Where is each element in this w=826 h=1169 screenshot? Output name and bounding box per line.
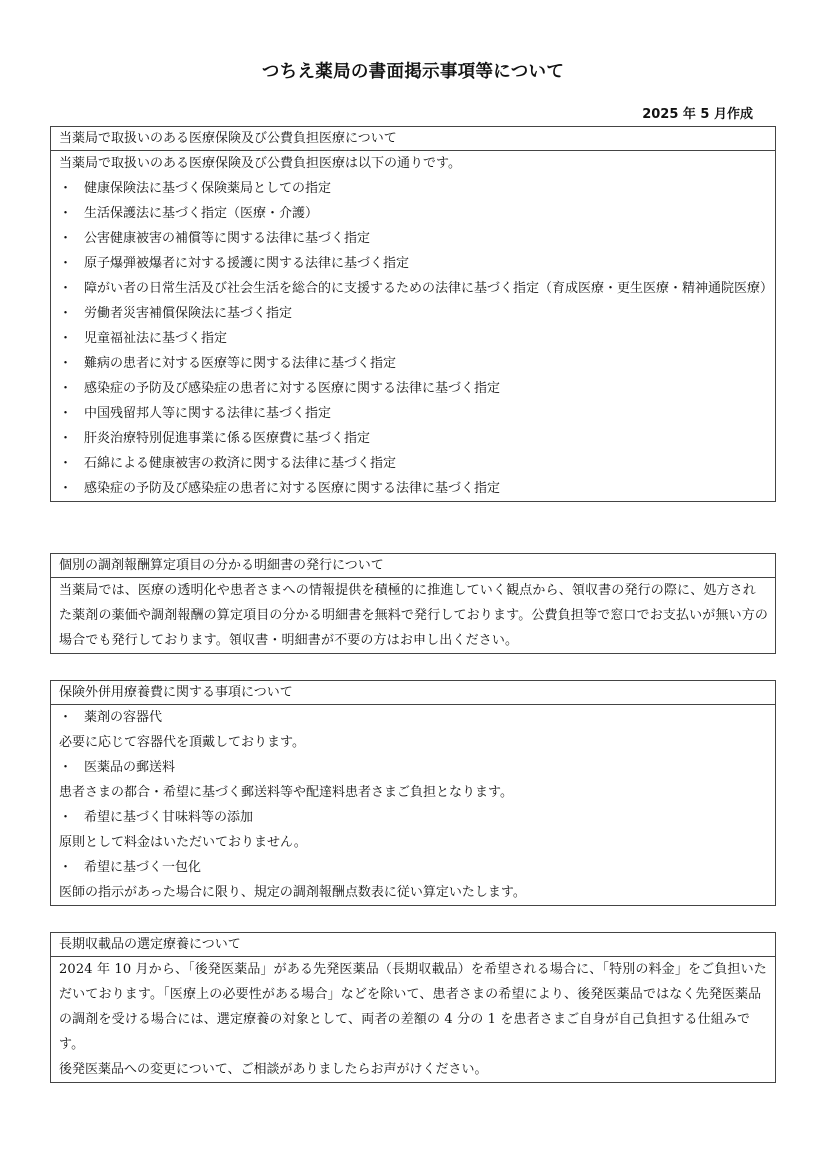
list-item-text: 生活保護法に基づく指定（医療・介護） (84, 206, 319, 221)
fee-item-description: 医師の指示があった場合に限り、規定の調剤報酬点数表に従い算定いたします。 (59, 885, 526, 900)
bullet-dot: ・ (59, 406, 73, 421)
list-item (59, 301, 769, 326)
bullet-dot: ・ (59, 256, 73, 271)
bullet-dot: ・ (59, 860, 73, 875)
list-item-text: 公害健康被害の補償等に関する法律に基づく指定 (84, 231, 371, 246)
list-item (59, 276, 774, 301)
bullet-dot: ・ (59, 306, 73, 321)
list-item-text: 希望に基づく甘味料等の添加 (84, 810, 254, 825)
document-date: 2025 年 5 月作成 (642, 107, 753, 122)
list-item-text: 中国残留邦人等に関する法律に基づく指定 (84, 406, 332, 421)
section-heading: 保険外併用療養費に関する事項について (51, 681, 775, 705)
list-item-text: 希望に基づく一包化 (84, 860, 202, 875)
section-body (51, 151, 775, 501)
list-item (59, 401, 769, 426)
section-extra-costs (50, 680, 776, 906)
section-insurance-coverage (50, 126, 776, 502)
bullet-dot: ・ (59, 810, 73, 825)
bullet-dot: ・ (59, 331, 73, 346)
section-body (51, 957, 775, 1082)
section-itemized-receipt (50, 553, 776, 654)
bullet-dot: ・ (59, 760, 73, 775)
list-item-text: 難病の患者に対する医療等に関する法律に基づく指定 (84, 356, 397, 371)
section-paragraph: 2024 年 10 月から、「後発医薬品」がある先発医薬品（長期収載品）を希望される場合に、「特別の料金」をご負担いただいております。「医療上の必要性がある場合」などを除いて、患者さまの希望により、後発医薬品ではなく先発医薬品の調剤を受ける場合には、選定療養の対象として、両者の差額の 4 分の 1 を患者さまご自身が自己負担する仕組みです。 (59, 962, 767, 1052)
fee-item-label (59, 705, 769, 730)
list-item-text: 障がい者の日常生活及び社会生活を総合的に支援するための法律に基づく指定（育成医療・更生医療・精神通院医療） (84, 281, 774, 296)
fee-item-label (59, 855, 769, 880)
fee-item-label (59, 755, 769, 780)
list-item (59, 476, 769, 501)
section-heading: 当薬局で取扱いのある医療保険及び公費負担医療について (51, 127, 775, 151)
list-item-text: 児童福祉法に基づく指定 (84, 331, 228, 346)
bullet-dot: ・ (59, 431, 73, 446)
list-item (59, 426, 769, 451)
page-title: つちえ薬局の書面掲示事項等について (261, 62, 565, 82)
bullet-dot: ・ (59, 456, 73, 471)
bullet-dot: ・ (59, 381, 73, 396)
coverage-list (59, 176, 774, 501)
section-body (51, 578, 775, 653)
list-item-text: 石綿による健康被害の救済に関する法律に基づく指定 (84, 456, 397, 471)
section-intro: 当薬局で取扱いのある医療保険及び公費負担医療は以下の通りです。 (59, 156, 461, 171)
list-item-text: 感染症の予防及び感染症の患者に対する医療に関する法律に基づく指定 (84, 381, 501, 396)
list-item (59, 251, 769, 276)
section-footer-note: 後発医薬品への変更について、ご相談がありましたらお声がけください。 (59, 1062, 488, 1077)
bullet-dot: ・ (59, 481, 73, 496)
bullet-dot: ・ (59, 231, 73, 246)
list-item-text: 医薬品の郵送料 (84, 760, 176, 775)
fee-item-description: 原則として料金はいただいておりません。 (59, 835, 307, 850)
list-item-text: 健康保険法に基づく保険薬局としての指定 (84, 181, 332, 196)
section-heading: 個別の調剤報酬算定項目の分かる明細書の発行について (51, 554, 775, 578)
list-item (59, 176, 769, 201)
bullet-dot: ・ (59, 206, 73, 221)
section-body (51, 705, 775, 905)
list-item-text: 肝炎治療特別促進事業に係る医療費に基づく指定 (84, 431, 371, 446)
section-long-listed-drugs (50, 932, 776, 1083)
list-item-text: 原子爆弾被爆者に対する援護に関する法律に基づく指定 (84, 256, 410, 271)
bullet-dot: ・ (59, 710, 73, 725)
list-item (59, 376, 769, 401)
list-item (59, 351, 769, 376)
bullet-dot: ・ (59, 356, 73, 371)
list-item (59, 326, 769, 351)
list-item (59, 451, 769, 476)
fee-item-label (59, 805, 769, 830)
list-item (59, 201, 769, 226)
section-paragraph: 当薬局では、医療の透明化や患者さまへの情報提供を積極的に推進していく観点から、領収書の発行の際に、処方された薬剤の薬価や調剤報酬の算定項目の分かる明細書を無料で発行しております。公費負担等で窓口でお支払いが無い方の場合でも発行しております。領収書・明細書が不要の方はお申し出ください。 (59, 583, 769, 648)
list-item-text: 薬剤の容器代 (84, 710, 163, 725)
section-heading: 長期収載品の選定療養について (51, 933, 775, 957)
fee-item-description: 患者さまの都合・希望に基づく郵送料等や配達料患者さまご負担となります。 (59, 785, 513, 800)
bullet-dot: ・ (59, 281, 73, 296)
bullet-dot: ・ (59, 181, 73, 196)
fee-item-description: 必要に応じて容器代を頂戴しております。 (59, 735, 305, 750)
list-item (59, 226, 769, 251)
list-item-text: 労働者災害補償保険法に基づく指定 (84, 306, 293, 321)
list-item-text: 感染症の予防及び感染症の患者に対する医療に関する法律に基づく指定 (84, 481, 501, 496)
